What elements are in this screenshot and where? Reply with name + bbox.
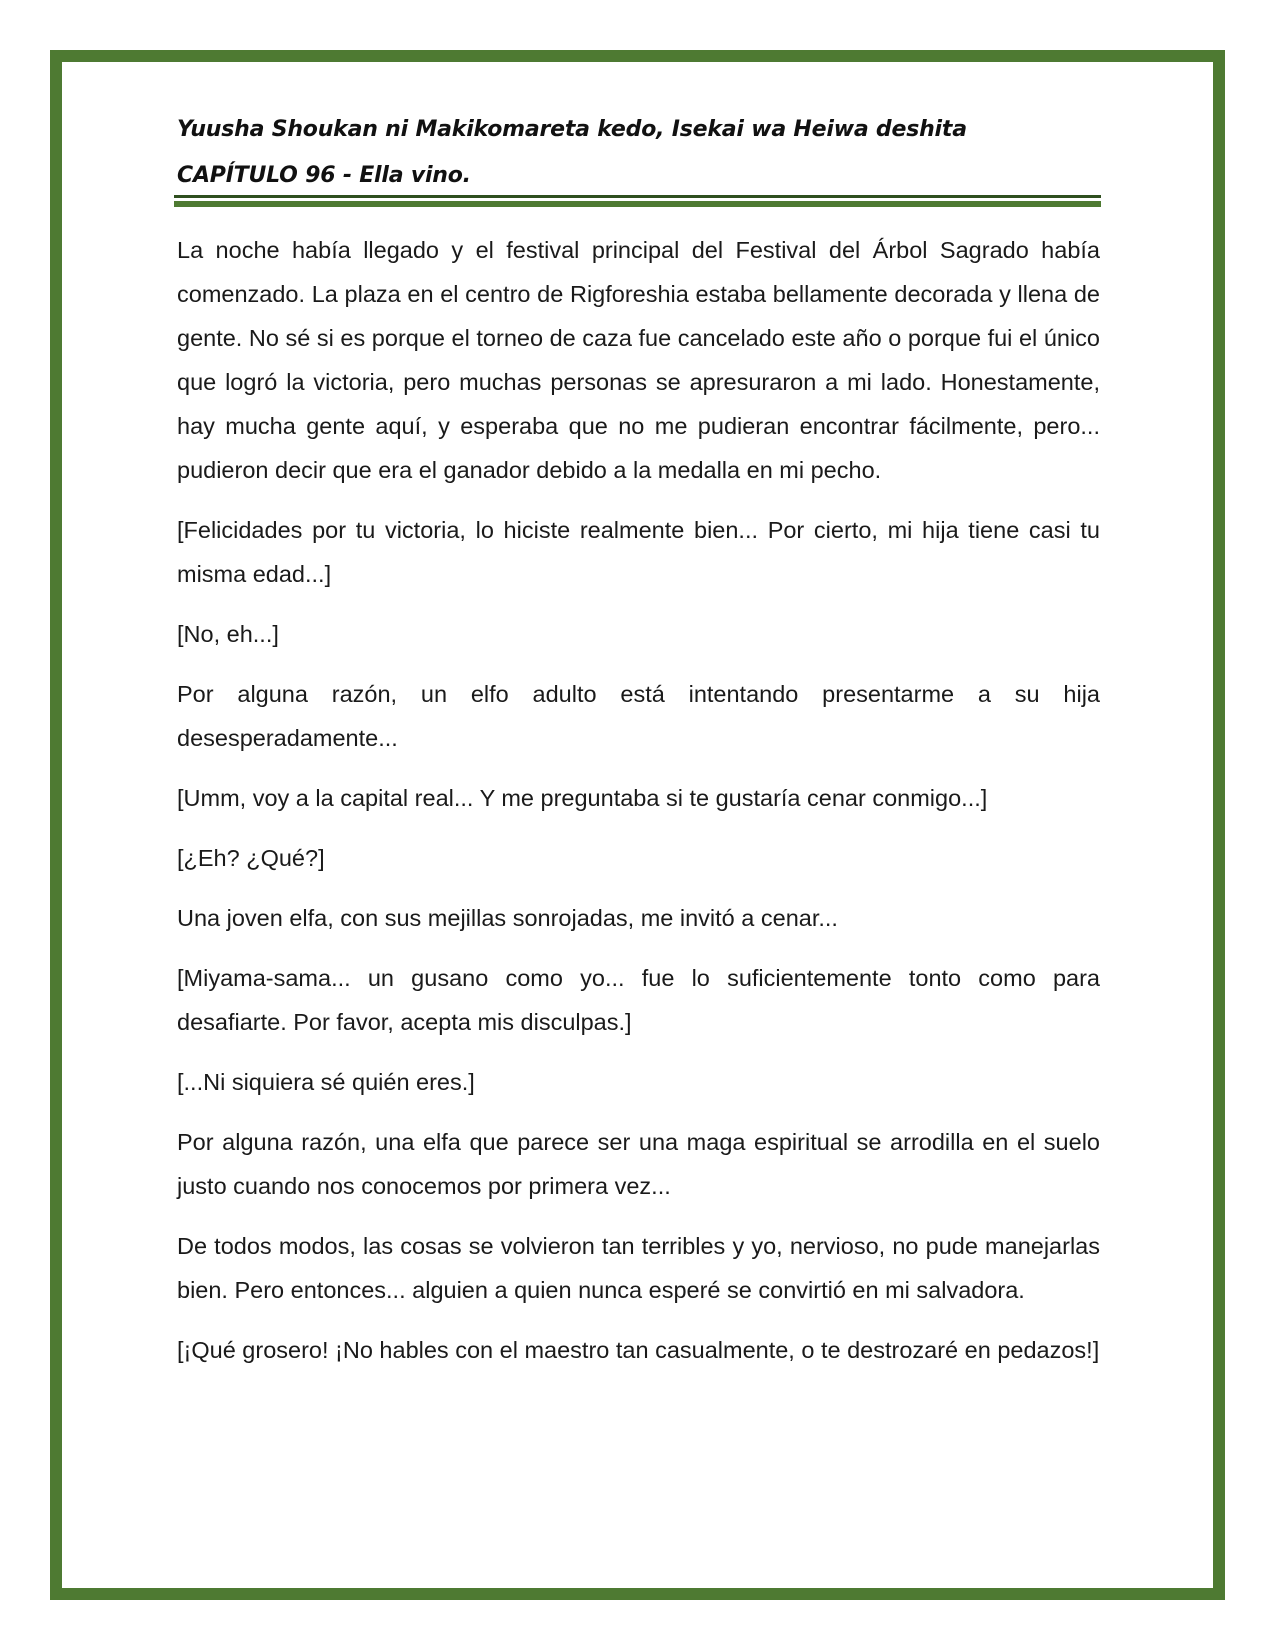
paragraph: [...Ni siquiera sé quién eres.] [177,1069,475,1095]
page-content [177,115,1100,1388]
chapter-body [177,228,1100,1372]
paragraph: Por alguna razón, un elfo adulto está intentando presentarme a su hija desesperadamente... [177,681,1100,751]
paragraph: [No, eh...] [177,621,279,647]
paragraph: [¿Eh? ¿Qué?] [177,845,325,871]
paragraph: [Miyama-sama... un gusano como yo... fue lo suficientemente tonto como para desafiarte. Por favor, acepta mis disculpas.] [177,965,1100,1035]
title-divider [174,195,1101,207]
paragraph: [Felicidades por tu victoria, lo hiciste realmente bien... Por cierto, mi hija tiene casi tu misma edad...] [177,517,1100,587]
chapter-title: CAPÍTULO 96 - Ella vino. [177,163,471,188]
paragraph: [Umm, voy a la capital real... Y me preguntaba si te gustaría cenar conmigo...] [177,785,988,811]
paragraph: La noche había llegado y el festival principal del Festival del Árbol Sagrado había comenzado. La plaza en el centro de Rigforeshia estaba bellamente decorada y llena de gente. No sé si es porque el torneo de caza fue cancelado este año o porque fui el único que logró la victoria, pero muchas personas se apresuraron a mi lado. Honestamente, hay mucha gente aquí, y esperaba que no me pudieran encontrar fácilmente, pero... pudieron decir que era el ganador debido a la medalla en mi pecho. [177,237,1100,483]
paragraph: Por alguna razón, una elfa que parece ser una maga espiritual se arrodilla en el suelo justo cuando nos conocemos por primera vez... [177,1129,1100,1199]
paragraph: Una joven elfa, con sus mejillas sonrojadas, me invitó a cenar... [177,905,838,931]
series-title: Yuusha Shoukan ni Makikomareta kedo, Isekai wa Heiwa deshita [177,117,967,142]
paragraph: De todos modos, las cosas se volvieron tan terribles y yo, nervioso, no pude manejarlas bien. Pero entonces... alguien a quien nunca esperé se convirtió en mi salvadora. [177,1233,1100,1303]
paragraph: [¡Qué grosero! ¡No hables con el maestro tan casualmente, o te destrozaré en pedazos!] [177,1337,1100,1363]
